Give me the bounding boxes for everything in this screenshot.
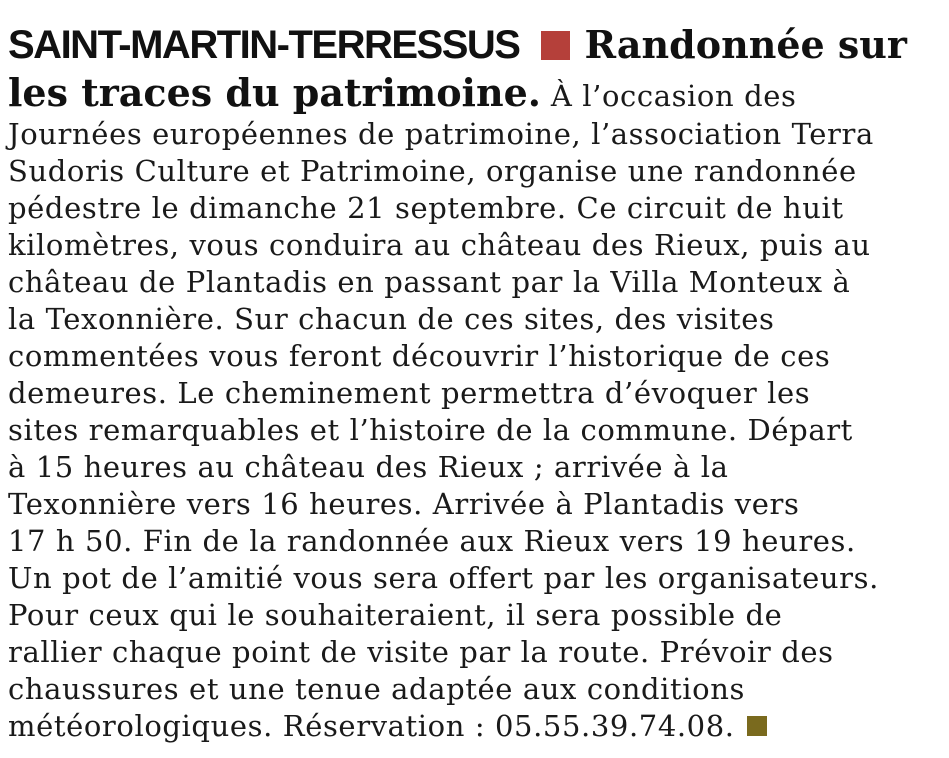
body-line-11: Texonnière vers 16 heures. Arrivée à Plantadis vers xyxy=(8,487,800,521)
article-headline-part-1: Randonnée sur xyxy=(584,22,907,67)
body-line-10: à 15 heures au château des Rieux ; arrivée à la xyxy=(8,450,729,484)
body-line-0: À l’occasion des xyxy=(550,79,797,113)
body-line-3: pédestre le dimanche 21 septembre. Ce circuit de huit xyxy=(8,191,844,225)
body-line-6: la Texonnière. Sur chacun de ces sites, des visites xyxy=(8,302,775,336)
body-line-13: Un pot de l’amitié vous sera offert par les organisateurs. xyxy=(8,561,879,595)
headline-line-1 xyxy=(8,20,943,70)
body-line-7: commentées vous feront découvrir l’historique de ces xyxy=(8,339,831,373)
end-square-icon xyxy=(747,716,767,736)
body-line-1: Journées européennes de patrimoine, l’association Terra xyxy=(8,117,874,151)
article-kicker: SAINT-MARTIN-TERRESSUS xyxy=(8,23,520,67)
body-line-8: demeures. Le cheminement permettra d’évoquer les xyxy=(8,376,811,410)
body-line-2: Sudoris Culture et Patrimoine, organise une randonnée xyxy=(8,154,857,188)
article xyxy=(8,20,943,745)
body-line-4: kilomètres, vous conduira au château des Rieux, puis au xyxy=(8,228,871,262)
body-line-12: 17 h 50. Fin de la randonnée aux Rieux vers 19 heures. xyxy=(8,524,856,558)
body-line-9: sites remarquables et l’histoire de la commune. Départ xyxy=(8,413,853,447)
body-line-15: rallier chaque point de visite par la route. Prévoir des xyxy=(8,635,834,669)
body-line-17: météorologiques. Réservation : 05.55.39.74.08. xyxy=(8,709,735,743)
body-line-last xyxy=(8,708,943,745)
body-line-5: château de Plantadis en passant par la Villa Monteux à xyxy=(8,265,851,299)
body-line-14: Pour ceux qui le souhaiteraient, il sera possible de xyxy=(8,598,783,632)
body-line-16: chaussures et une tenue adaptée aux conditions xyxy=(8,672,745,706)
article-headline-part-2: les traces du patrimoine. xyxy=(8,70,542,115)
headline-line-2 xyxy=(8,70,943,116)
separator-square-icon xyxy=(541,31,570,60)
